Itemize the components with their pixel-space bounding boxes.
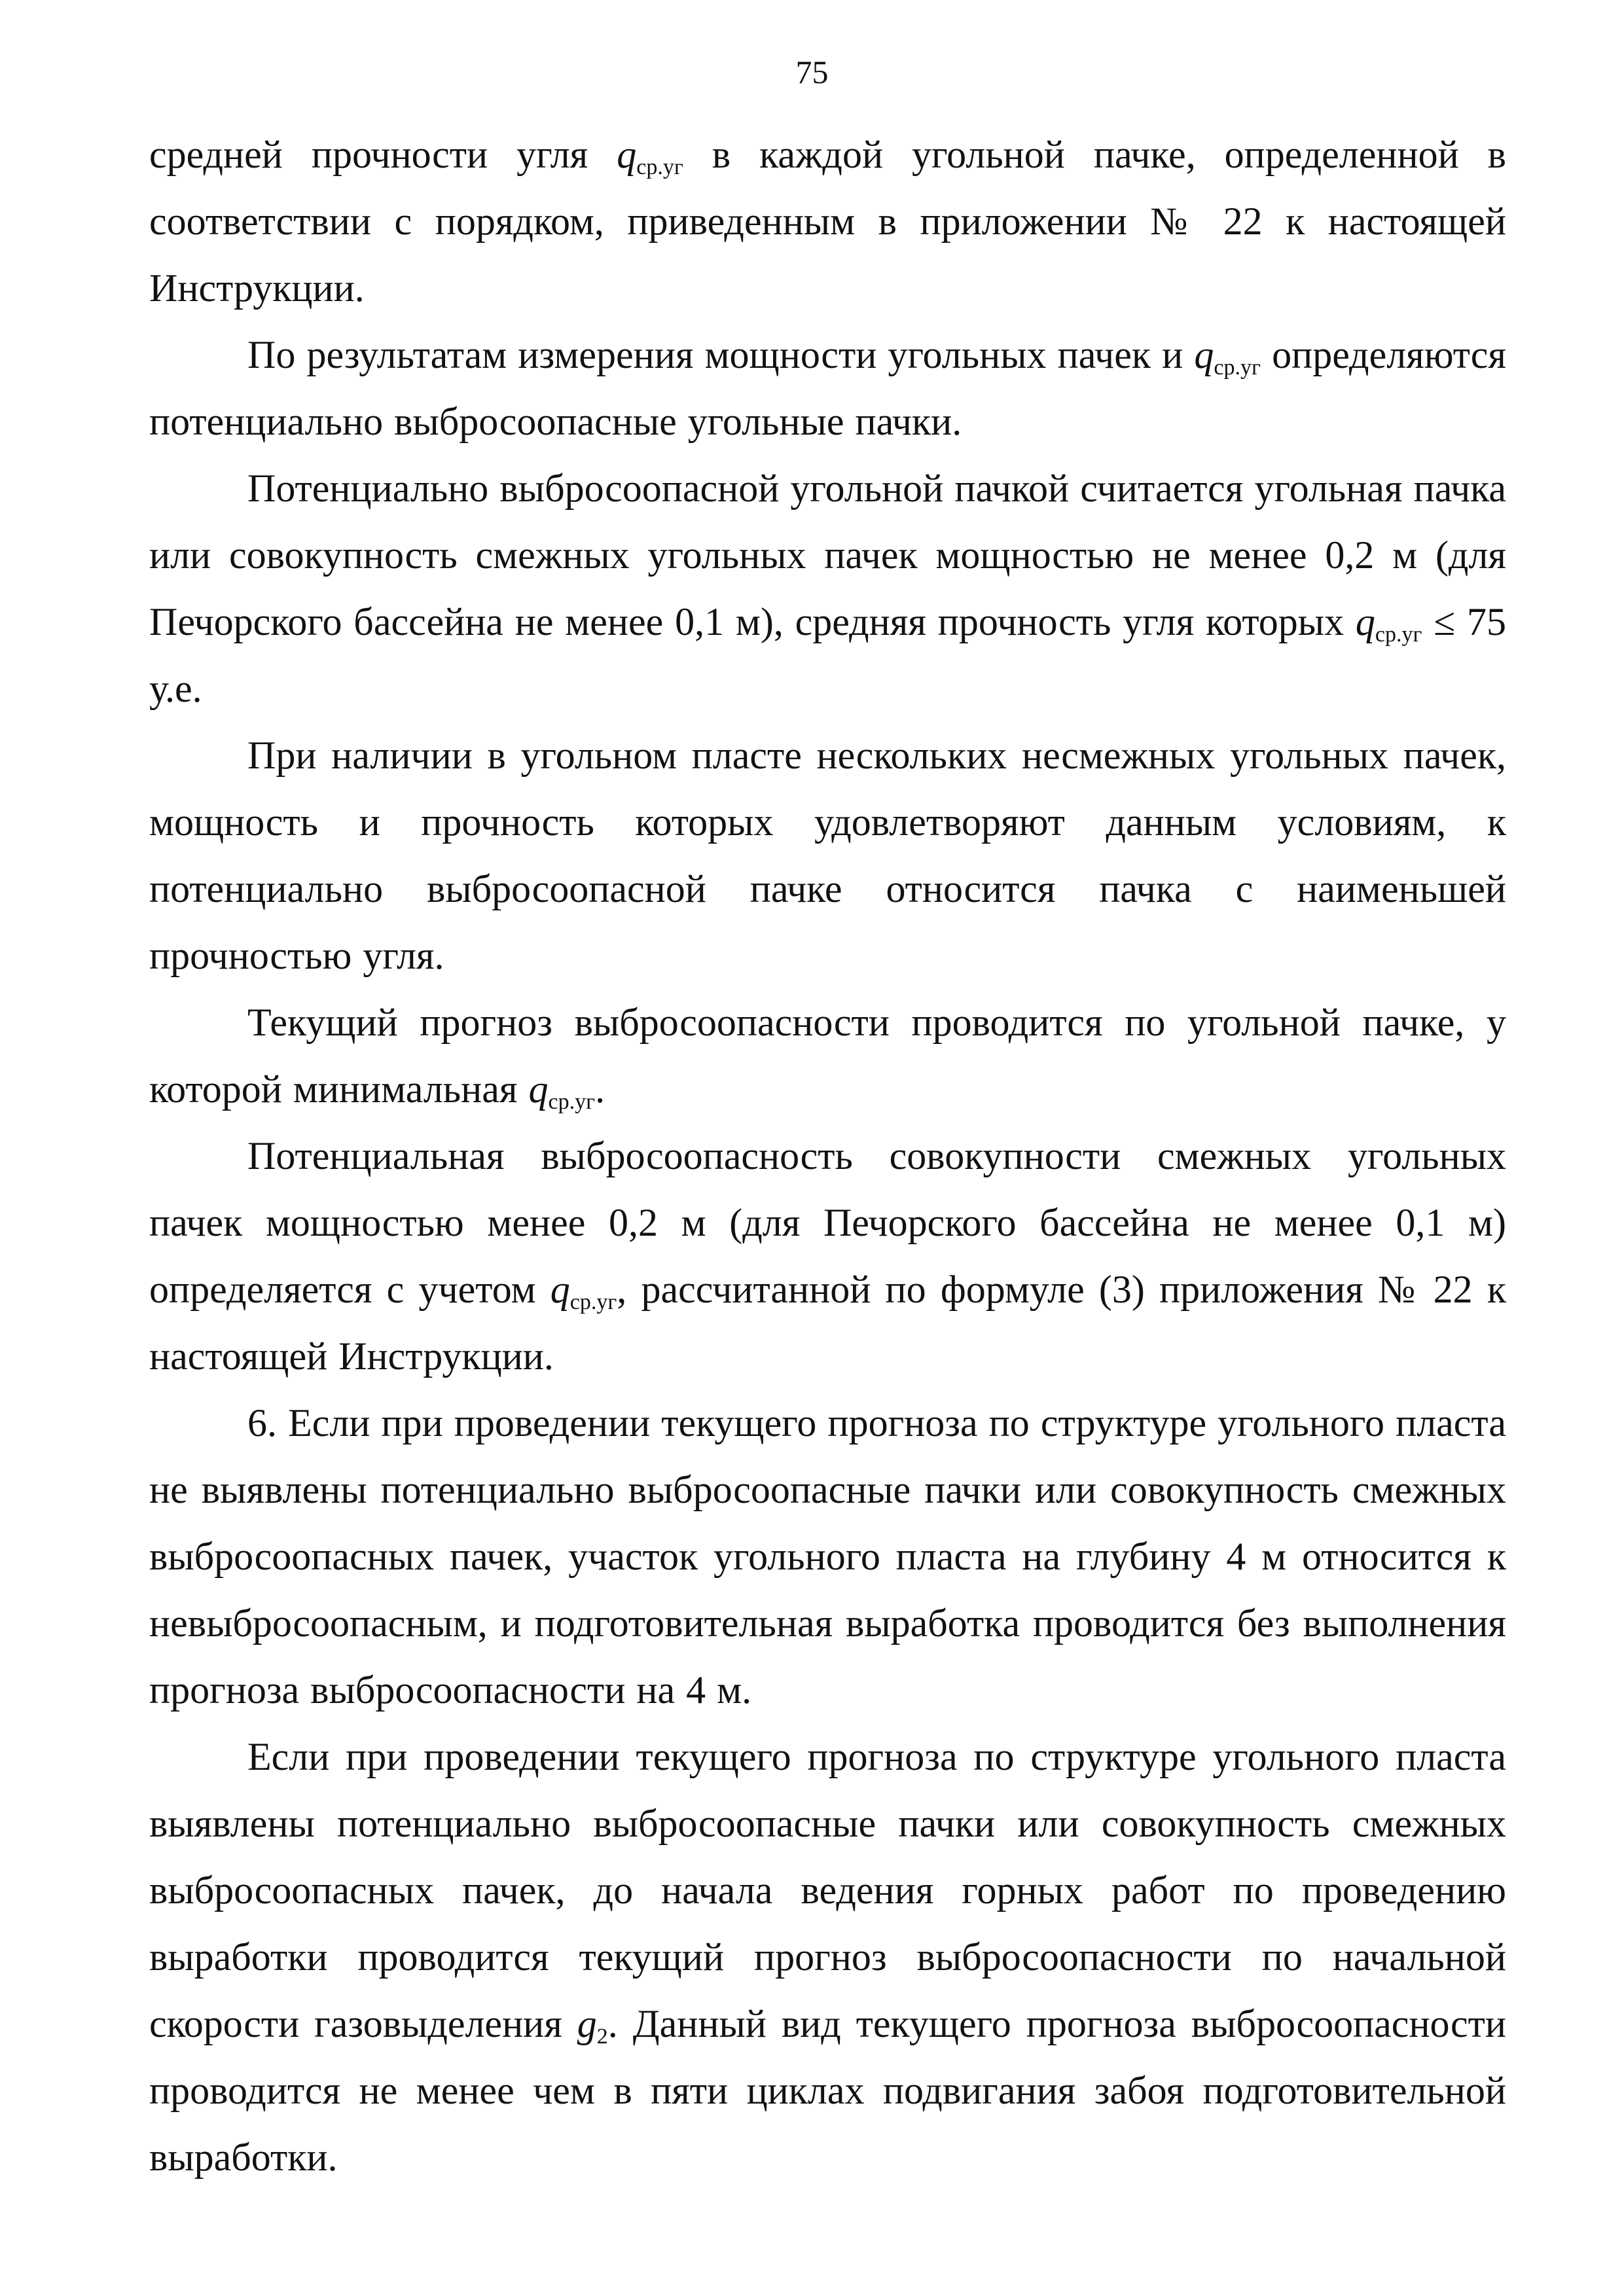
math-subscript: ср.уг bbox=[569, 1290, 617, 1314]
math-subscript: ср.уг bbox=[1375, 622, 1422, 647]
math-subscript: ср.уг bbox=[636, 155, 683, 179]
text-run: в каждой угольной пачке, определенной в соответствии с порядком, приведенным в приложении № 22 к настоящей Инструкции. bbox=[149, 133, 1507, 310]
text-run: Потенциальная выбросоопасность совокупности смежных угольных пачек мощностью менее 0,2 м (для Печорского бассейна не менее 0,1 м) определяется с учетом bbox=[149, 1134, 1506, 1311]
paragraph-p4 bbox=[149, 722, 1506, 989]
paragraph-p3 bbox=[149, 455, 1506, 722]
paragraph-p1 bbox=[149, 121, 1506, 321]
text-run: . Данный вид текущего прогноза выбросоопасности проводится не менее чем в пяти циклах подвигания забоя подготовительной выработки. bbox=[149, 2002, 1507, 2179]
math-symbol bbox=[528, 1067, 596, 1114]
text-run: Если при проведении текущего прогноза по структуре угольного пласта выявлены потенциально выбросоопасные пачки или совокупность смежных выбросоопасных пачек, до начала ведения горных работ по проведению выработки проводится текущий прогноз выбросоопасности по начальной скорости газовыделения bbox=[149, 1735, 1506, 2045]
math-variable: q bbox=[617, 133, 637, 176]
paragraph-p6 bbox=[149, 1122, 1506, 1390]
math-subscript: ср.уг bbox=[1214, 355, 1261, 380]
math-variable: g bbox=[577, 2002, 597, 2045]
text-run: Текущий прогноз выбросоопасности проводится по угольной пачке, у которой минимальная bbox=[149, 1001, 1506, 1111]
text-run: 6. Если при проведении текущего прогноза по структуре угольного пласта не выявлены потенциально выбросоопасные пачки или совокупность смежных выбросоопасных пачек, участок угольного пласта на глубину 4 м относится к невыбросоопасным, и подготовительная выработка проводится без выполнения прогноза выбросоопасности на 4 м. bbox=[149, 1401, 1506, 1712]
page-number: 75 bbox=[795, 54, 829, 90]
paragraph-p8 bbox=[149, 1723, 1506, 2191]
math-variable: q bbox=[1194, 333, 1214, 376]
math-variable: q bbox=[550, 1268, 570, 1311]
math-symbol bbox=[1355, 600, 1422, 647]
text-run: средней прочности угля bbox=[149, 133, 617, 176]
text-run: Потенциально выбросоопасной угольной пачкой считается угольная пачка или совокупность смежных угольных пачек мощностью не менее 0,2 м (для Печорского бассейна не менее 0,1 м), средняя прочность угля которых bbox=[149, 467, 1506, 643]
text-run: ≤ 75 у.е. bbox=[149, 600, 1507, 710]
text-run: определяются потенциально выбросоопасные угольные пачки. bbox=[149, 333, 1506, 443]
math-symbol bbox=[550, 1268, 617, 1314]
text-run: , рассчитанной по формуле (3) приложения № 22 к настоящей Инструкции. bbox=[149, 1268, 1506, 1378]
math-symbol bbox=[577, 2002, 608, 2049]
body-text bbox=[149, 121, 1506, 2191]
paragraph-p5 bbox=[149, 989, 1506, 1122]
text-run: При наличии в угольном пласте нескольких несмежных угольных пачек, мощность и прочность которых удовлетворяют данным условиям, к потенциально выбросоопасной пачке относится пачка с наименьшей прочностью угля. bbox=[149, 734, 1506, 977]
paragraph-p2 bbox=[149, 321, 1506, 455]
text-run: . bbox=[595, 1067, 605, 1111]
math-symbol bbox=[617, 133, 683, 179]
math-subscript: 2 bbox=[596, 2024, 608, 2049]
math-symbol bbox=[1194, 333, 1261, 380]
text-run: По результатам измерения мощности угольных пачек и bbox=[247, 333, 1195, 376]
math-variable: q bbox=[1355, 600, 1375, 643]
paragraph-p7 bbox=[149, 1390, 1506, 1723]
math-subscript: ср.уг bbox=[548, 1090, 596, 1114]
math-variable: q bbox=[528, 1067, 549, 1111]
